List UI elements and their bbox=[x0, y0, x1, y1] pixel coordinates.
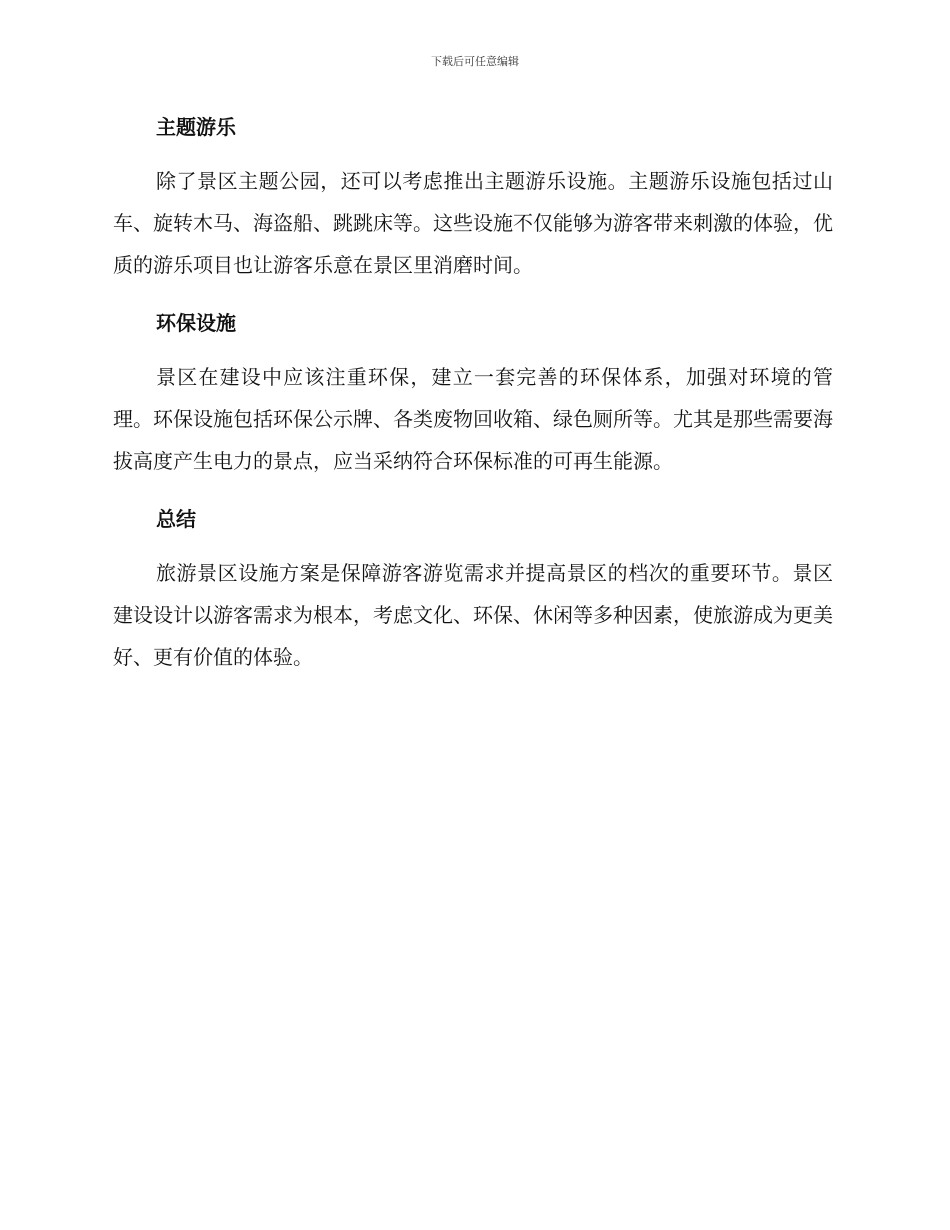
section-heading-theme-rides: 主题游乐 bbox=[156, 115, 236, 139]
document-body bbox=[113, 108, 833, 696]
section-heading-summary: 总结 bbox=[156, 507, 196, 531]
page-header: 下载后可任意编辑 bbox=[431, 55, 519, 68]
section-paragraph-eco-facilities: 景区在建设中应该注重环保，建立一套完善的环保体系，加强对环境的管理。环保设施包括环保公示牌、各类废物回收箱、绿色厕所等。尤其是那些需要海拔高度产生电力的景点，应当采纳符合环保标准的可再生能源。 bbox=[113, 365, 833, 473]
section-summary bbox=[113, 500, 833, 678]
section-heading-eco-facilities: 环保设施 bbox=[156, 311, 236, 335]
section-paragraph-summary: 旅游景区设施方案是保障游客游览需求并提高景区的档次的重要环节。景区建设设计以游客需求为根本，考虑文化、环保、休闲等多种因素，使旅游成为更美好、更有价值的体验。 bbox=[113, 561, 833, 669]
section-eco-facilities bbox=[113, 304, 833, 482]
section-paragraph-theme-rides: 除了景区主题公园，还可以考虑推出主题游乐设施。主题游乐设施包括过山车、旋转木马、海盗船、跳跳床等。这些设施不仅能够为游客带来刺激的体验，优质的游乐项目也让游客乐意在景区里消磨时间。 bbox=[113, 169, 833, 277]
section-theme-rides bbox=[113, 108, 833, 286]
